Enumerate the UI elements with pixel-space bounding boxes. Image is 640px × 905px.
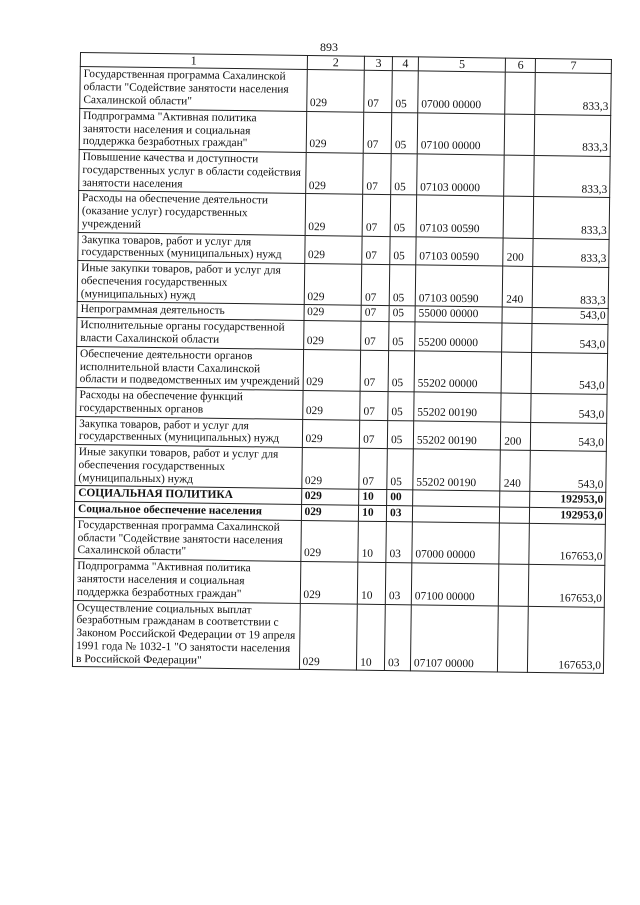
target-article-cell: 55202 00000 xyxy=(414,351,502,393)
expense-type-cell xyxy=(504,155,534,197)
expense-type-cell: 240 xyxy=(500,450,530,492)
amount-cell: 543,0 xyxy=(531,352,607,394)
code-cell: 029 xyxy=(302,419,360,448)
section-cell: 10 xyxy=(358,521,386,563)
expense-type-cell: 200 xyxy=(503,238,533,267)
row-name-cell: Подпрограмма "Активная политика занятости населения и социальная поддержка безработных граждан" xyxy=(79,108,306,152)
amount-cell: 833,3 xyxy=(534,155,610,197)
row-name-cell: Государственная программа Сахалинской области "Содействие занятости населения Сахалинской области" xyxy=(74,517,301,561)
amount-cell: 543,0 xyxy=(530,451,606,493)
target-article-cell: 07100 00000 xyxy=(417,113,505,155)
target-article-cell: 07103 00590 xyxy=(416,237,504,267)
subsection-cell: 03 xyxy=(386,506,412,522)
table-row xyxy=(79,150,610,198)
expense-type-cell xyxy=(499,523,529,565)
column-header: 7 xyxy=(536,58,612,73)
section-cell: 07 xyxy=(361,264,389,306)
subsection-cell: 05 xyxy=(389,265,415,307)
amount-cell: 833,3 xyxy=(532,267,608,309)
column-header: 3 xyxy=(364,56,392,71)
code-cell: 029 xyxy=(304,235,362,264)
code-cell: 029 xyxy=(303,321,361,350)
section-cell: 07 xyxy=(362,236,390,265)
column-header: 6 xyxy=(506,58,536,73)
section-cell: 07 xyxy=(363,112,391,154)
target-article-cell: 07103 00590 xyxy=(416,195,504,237)
code-cell: 029 xyxy=(305,194,363,236)
row-name-cell: Осуществление социальных выплат безработным гражданам в соответствии с Законом Российской Федерации от 19 апреля 1991 года № 1032-1 "О занятости населения в Российской Федерации" xyxy=(72,600,299,670)
expense-type-cell xyxy=(505,73,535,115)
target-article-cell: 07107 00000 xyxy=(410,604,498,672)
expense-type-cell xyxy=(500,507,530,523)
amount-cell: 167653,0 xyxy=(528,606,605,674)
subsection-cell: 05 xyxy=(391,112,417,154)
table-row xyxy=(76,346,607,394)
expense-type-cell xyxy=(503,196,533,238)
expense-type-cell xyxy=(502,308,532,324)
section-cell: 07 xyxy=(360,391,388,420)
amount-cell: 167653,0 xyxy=(529,565,605,607)
budget-table xyxy=(72,52,612,674)
amount-cell: 833,3 xyxy=(533,238,609,268)
table-row xyxy=(78,191,609,239)
row-name-cell: СОЦИАЛЬНАЯ ПОЛИТИКА xyxy=(75,486,302,505)
target-article-cell: 07103 00590 xyxy=(415,265,503,307)
code-cell: 029 xyxy=(302,390,360,419)
table-row xyxy=(79,108,610,156)
section-cell: 07 xyxy=(362,195,390,237)
row-name-cell: Социальное обеспечение населения xyxy=(74,502,301,521)
section-cell: 07 xyxy=(361,321,389,350)
row-name-cell: Иные закупки товаров, работ и услуг для обеспечения государственных (муниципальных) нужд xyxy=(77,261,304,305)
target-article-cell: 55202 00190 xyxy=(414,392,502,422)
column-header: 2 xyxy=(307,55,365,70)
subsection-cell: 05 xyxy=(387,420,413,449)
row-name-cell: Закупка товаров, работ и услуг для государственных (муниципальных) нужд xyxy=(78,232,305,263)
amount-cell: 543,0 xyxy=(532,308,608,325)
table-row xyxy=(73,559,604,607)
table-row xyxy=(75,445,606,493)
row-name-cell: Закупка товаров, работ и услуг для государственных (муниципальных) нужд xyxy=(75,416,302,447)
target-article-cell: 07100 00000 xyxy=(411,563,499,605)
section-cell: 07 xyxy=(360,350,388,392)
page-number: 893 xyxy=(320,40,338,54)
target-article-cell: 07000 00000 xyxy=(412,522,500,564)
expense-type-cell: 200 xyxy=(501,422,531,451)
subsection-cell: 05 xyxy=(391,154,417,196)
subsection-cell: 05 xyxy=(388,392,414,421)
row-name-cell: Непрограммная деятельность xyxy=(77,302,304,321)
section-cell: 07 xyxy=(360,420,388,449)
target-article-cell xyxy=(413,490,501,507)
amount-cell: 833,3 xyxy=(533,197,609,239)
expense-type-cell xyxy=(499,564,529,606)
subsection-cell: 05 xyxy=(392,71,418,113)
section-cell: 07 xyxy=(363,153,391,195)
code-cell: 029 xyxy=(301,505,359,522)
column-header: 4 xyxy=(392,57,418,72)
column-header: 1 xyxy=(80,53,307,70)
row-name-cell: Подпрограмма "Активная политика занятости населения и социальная поддержка безработных граждан" xyxy=(73,559,300,603)
target-article-cell: 07103 00000 xyxy=(417,154,505,196)
column-header: 5 xyxy=(418,57,506,73)
subsection-cell: 03 xyxy=(385,563,411,605)
amount-cell: 833,3 xyxy=(535,73,611,115)
subsection-cell: 05 xyxy=(389,322,415,351)
code-cell: 029 xyxy=(306,111,364,153)
expense-type-cell xyxy=(502,323,532,352)
subsection-cell: 00 xyxy=(387,490,413,506)
expense-type-cell xyxy=(501,393,531,422)
code-cell: 029 xyxy=(305,152,363,194)
subsection-cell: 05 xyxy=(387,449,413,491)
section-cell: 10 xyxy=(359,490,387,506)
section-cell: 10 xyxy=(359,505,387,521)
target-article-cell: 55000 00000 xyxy=(415,306,503,323)
amount-cell: 192953,0 xyxy=(530,492,606,509)
target-article-cell: 07000 00000 xyxy=(418,71,506,113)
table-row xyxy=(77,261,608,309)
code-cell: 029 xyxy=(303,349,361,391)
code-cell: 029 xyxy=(299,603,357,671)
section-cell: 07 xyxy=(361,306,389,322)
row-name-cell: Расходы на обеспечение функций государственных органов xyxy=(76,388,303,419)
code-cell: 029 xyxy=(301,448,359,490)
subsection-cell: 03 xyxy=(384,604,411,671)
subsection-cell: 05 xyxy=(390,236,416,265)
code-cell: 029 xyxy=(306,70,364,112)
table-row xyxy=(80,67,611,115)
amount-cell: 543,0 xyxy=(532,324,608,354)
section-cell: 07 xyxy=(359,448,387,490)
code-cell: 029 xyxy=(300,562,358,604)
target-article-cell: 55200 00000 xyxy=(415,322,503,352)
expense-type-cell xyxy=(500,491,530,507)
target-article-cell: 55202 00190 xyxy=(413,449,501,491)
subsection-cell: 05 xyxy=(388,350,414,392)
table-row xyxy=(72,600,604,674)
expense-type-cell xyxy=(505,114,535,156)
row-name-cell: Повышение качества и доступности государственных услуг в области содействия занятости населения xyxy=(79,150,306,194)
expense-type-cell xyxy=(501,352,531,394)
section-cell: 10 xyxy=(357,604,386,671)
code-cell: 029 xyxy=(301,489,359,506)
subsection-cell: 05 xyxy=(389,306,415,322)
section-cell: 07 xyxy=(364,71,392,113)
amount-cell: 167653,0 xyxy=(529,523,605,565)
amount-cell: 543,0 xyxy=(531,422,607,452)
row-name-cell: Расходы на обеспечение деятельности (оказание услуг) государственных учреждений xyxy=(78,191,305,235)
row-name-cell: Обеспечение деятельности органов исполнительной власти Сахалинской области и подведомственных им учреждений xyxy=(76,346,303,390)
expense-type-cell xyxy=(498,606,529,673)
code-cell: 029 xyxy=(304,264,362,306)
code-cell: 029 xyxy=(304,305,362,322)
subsection-cell: 03 xyxy=(386,521,412,563)
row-name-cell: Исполнительные органы государственной власти Сахалинской области xyxy=(77,318,304,349)
amount-cell: 543,0 xyxy=(531,393,607,423)
subsection-cell: 05 xyxy=(390,195,416,237)
target-article-cell: 55202 00190 xyxy=(413,420,501,450)
row-name-cell: Государственная программа Сахалинской области "Содействие занятости населения Сахалинской области" xyxy=(80,67,307,111)
row-name-cell: Иные закупки товаров, работ и услуг для обеспечения государственных (муниципальных) нужд xyxy=(75,445,302,489)
table-body xyxy=(72,67,611,674)
code-cell: 029 xyxy=(300,520,358,562)
amount-cell: 192953,0 xyxy=(530,508,606,525)
table-row xyxy=(74,517,605,565)
target-article-cell xyxy=(412,506,500,523)
amount-cell: 833,3 xyxy=(534,114,610,156)
expense-type-cell: 240 xyxy=(503,266,533,308)
section-cell: 10 xyxy=(357,562,385,604)
